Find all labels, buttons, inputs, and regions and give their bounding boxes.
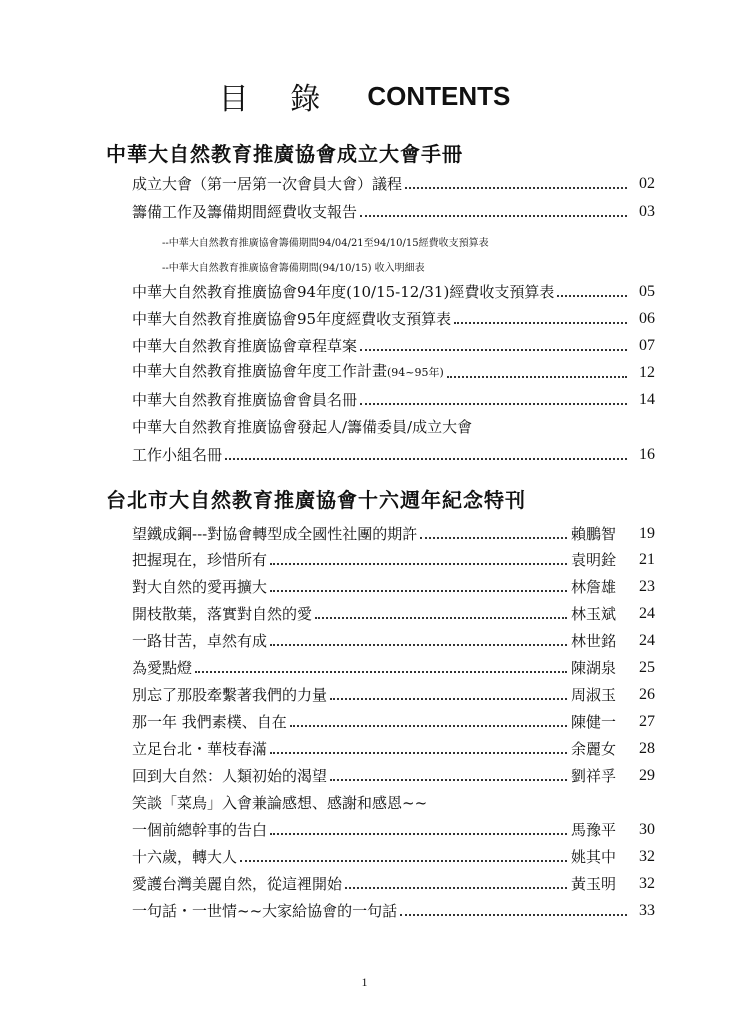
toc-entry-text: 立足台北・華枝春滿 (132, 740, 268, 758)
toc-entry-page: 29 (639, 767, 655, 784)
section-2-title: 台北市大自然教育推廣協會十六週年紀念特刊 (106, 488, 526, 512)
page-title (0, 74, 729, 118)
dot-leader (447, 376, 627, 378)
page-number: 1 (361, 975, 368, 989)
toc-entry (132, 600, 655, 624)
toc-entry-text: 一句話・一世情~~大家給協會的一句話 (132, 902, 398, 920)
toc-entry-text: 對大自然的愛再擴大 (132, 578, 268, 596)
toc-entry (132, 708, 655, 732)
toc-entry-text: 一路甘苦，卓然有成 (132, 632, 268, 650)
dot-leader (400, 914, 627, 916)
toc-entry-text: 中華大自然教育推廣協會章程草案 (132, 337, 358, 355)
toc-entry-page: 23 (639, 578, 655, 595)
title-en: CONTENTS (367, 80, 511, 111)
toc-entry-page: 33 (639, 902, 655, 919)
toc-entry-author: 陳湖泉 (571, 659, 617, 677)
toc-entry-page: 14 (639, 391, 655, 408)
toc-entry-text: 開枝散葉，落實對自然的愛 (132, 605, 313, 623)
title-zh: 目 錄 (218, 82, 337, 117)
toc-entry (132, 573, 655, 597)
dot-leader (270, 752, 567, 754)
toc-entry-author: 袁明銓 (571, 551, 617, 569)
toc-entry-page: 12 (639, 364, 655, 381)
dot-leader (270, 833, 567, 835)
toc-entry-author: 林世銘 (571, 632, 617, 650)
toc-entry-page: 32 (639, 848, 655, 865)
dot-leader (270, 590, 567, 592)
toc-entry-author: 劉祥孚 (571, 767, 617, 785)
toc-entry-author: 陳健一 (571, 713, 617, 731)
toc-entry (132, 332, 655, 356)
toc-entry-page: 24 (639, 632, 655, 649)
toc-entry-page: 03 (639, 203, 655, 220)
dot-leader (240, 860, 567, 862)
toc-entry (132, 441, 655, 465)
toc-entry-page: 06 (639, 310, 655, 327)
dot-leader (195, 671, 567, 673)
dot-leader (270, 644, 567, 646)
toc-entry (132, 816, 655, 840)
toc-entry-text: 中華大自然教育推廣協會會員名冊 (132, 391, 358, 409)
toc-entry-text: 把握現在，珍惜所有 (132, 551, 268, 569)
toc-entry-author: 周淑玉 (571, 686, 617, 704)
toc-entry-text-main: 中華大自然教育推廣協會年度工作計畫 (132, 362, 388, 380)
toc-entry (132, 386, 655, 410)
toc-entry-page: 21 (639, 551, 655, 568)
toc-entry (132, 897, 655, 921)
toc-entry (132, 762, 655, 786)
toc-entry-author: 馬豫平 (571, 821, 617, 839)
toc-entry-author: 姚其中 (571, 848, 617, 866)
toc-entry-author: 林詹雄 (571, 578, 617, 596)
toc-entry-page: 27 (639, 713, 655, 730)
toc-entry-text: 愛護台灣美麗自然，從這裡開始 (132, 875, 343, 893)
dot-leader (360, 215, 627, 217)
dot-leader (225, 458, 627, 460)
toc-entry-author: 余麗女 (571, 740, 617, 758)
toc-entry-author: 黃玉明 (571, 875, 617, 893)
dot-leader (315, 617, 567, 619)
toc-entry-page: 07 (639, 337, 655, 354)
toc-entry (132, 654, 655, 678)
toc-entry-text: 那一年 我們素樸、自在 (132, 713, 287, 731)
toc-entry (132, 681, 655, 705)
toc-entry-page: 05 (639, 283, 655, 300)
dot-leader (420, 537, 567, 539)
toc-entry-page: 24 (639, 605, 655, 622)
toc-entry (132, 413, 655, 437)
toc-entry (132, 278, 655, 302)
section-1-title: 中華大自然教育推廣協會成立大會手冊 (106, 142, 463, 166)
toc-sub-entry: --中華大自然教育推廣協會籌備期間94/04/21至94/10/15經費收支預算表 (162, 238, 489, 249)
toc-entry-page: 16 (639, 446, 655, 463)
dot-leader (454, 322, 627, 324)
toc-entry-text: 為愛點燈 (132, 659, 193, 677)
toc-entry-text: 望鐵成鋼---對協會轉型成全國性社團的期許 (132, 525, 418, 543)
toc-entry-page: 19 (639, 525, 655, 542)
toc-entry (132, 546, 655, 570)
dot-leader (360, 403, 627, 405)
toc-entry (132, 170, 655, 194)
toc-entry-text: 成立大會（第一居第一次會員大會）議程 (132, 175, 403, 193)
toc-entry (132, 520, 655, 544)
toc-entry-text: 回到大自然：人類初始的渴望 (132, 767, 328, 785)
dot-leader (290, 725, 567, 727)
toc-entry-text: 籌備工作及籌備期間經費收支報告 (132, 203, 358, 221)
toc-entry-page: 30 (639, 821, 655, 838)
toc-entry-text: 中華大自然教育推廣協會95年度經費收支預算表 (132, 310, 452, 328)
toc-entry-page: 26 (639, 686, 655, 703)
toc-entry-text: 中華大自然教育推廣協會發起人/籌備委員/成立大會 (132, 418, 473, 436)
toc-entry-text: 別忘了那股牽繫著我們的力量 (132, 686, 328, 704)
toc-entry-page: 25 (639, 659, 655, 676)
toc-entry-author: 林玉斌 (571, 605, 617, 623)
dot-leader (405, 187, 627, 189)
dot-leader (345, 887, 567, 889)
dot-leader (557, 295, 627, 297)
dot-leader (360, 349, 627, 351)
toc-entry-text (132, 361, 444, 383)
toc-entry-text: 一個前總幹事的告白 (132, 821, 268, 839)
toc-entry (132, 198, 655, 222)
toc-entry-author: 賴鵬智 (571, 525, 617, 543)
toc-entry (132, 305, 655, 329)
toc-entry (132, 627, 655, 651)
toc-entry-page: 32 (639, 875, 655, 892)
toc-entry (132, 870, 655, 894)
dot-leader (330, 698, 567, 700)
dot-leader (330, 779, 567, 781)
dot-leader (270, 563, 567, 565)
toc-entry-text: 十六歲，轉大人 (132, 848, 238, 866)
toc-entry-text-years: (94~95年) (387, 366, 444, 379)
toc-entry-page: 02 (639, 175, 655, 192)
toc-entry-page: 28 (639, 740, 655, 757)
toc-entry (132, 789, 655, 813)
toc-entry (132, 359, 655, 383)
toc-entry-text: 中華大自然教育推廣協會94年度(10/15-12/31)經費收支預算表 (132, 283, 555, 301)
toc-entry-text: 工作小組名冊 (132, 446, 223, 464)
toc-sub-entry: --中華大自然教育推廣協會籌備期間(94/10/15) 收入明細表 (162, 263, 425, 274)
toc-entry-text: 笑談「菜鳥」入會兼論感想、感謝和感恩~~ (132, 794, 428, 812)
toc-entry (132, 843, 655, 867)
toc-entry (132, 735, 655, 759)
